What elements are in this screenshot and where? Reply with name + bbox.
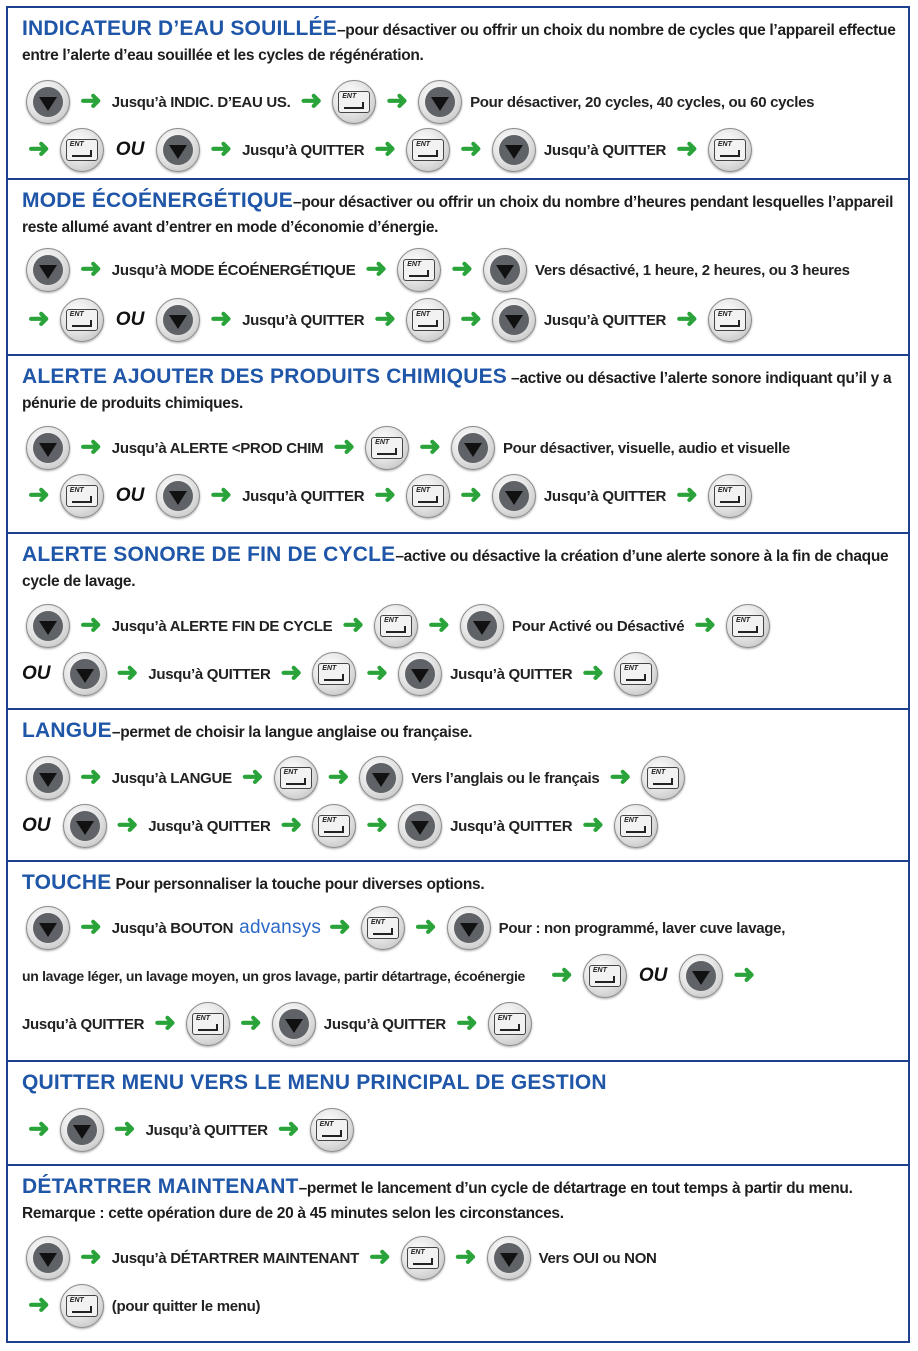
section-header [22, 1174, 900, 1226]
section-description: Pour personnaliser la touche pour diverses options. [111, 876, 485, 893]
right-arrow-icon: ➜ [582, 809, 605, 839]
section-description: –permet de choisir la langue anglaise ou française. [111, 724, 473, 741]
enter-button[interactable] [641, 756, 685, 800]
down-button[interactable] [487, 1236, 531, 1280]
right-arrow-icon: ➜ [342, 609, 365, 639]
quit-label: Jusqu’à QUITTER [543, 487, 667, 505]
enter-button[interactable] [488, 1002, 532, 1046]
down-button[interactable] [447, 906, 491, 950]
right-arrow-icon: ➜ [386, 85, 409, 115]
quit-label: Jusqu’à QUITTER [450, 665, 573, 683]
right-arrow-icon: ➜ [694, 609, 717, 639]
right-arrow-icon: ➜ [28, 1113, 50, 1143]
step-label: Jusqu’à DÉTARTRER MAINTENANT [111, 1249, 359, 1267]
enter-button[interactable] [332, 80, 376, 124]
enter-button[interactable] [186, 1002, 230, 1046]
options-label: Pour désactiver, 20 cycles, 40 cycles, ou 60 cycles [470, 93, 815, 111]
quit-label: Jusqu’à QUITTER [242, 141, 365, 159]
section-dirty-water-indicator [8, 8, 910, 180]
down-button[interactable] [156, 474, 200, 518]
section-title: TOUCHE [22, 871, 112, 894]
down-button[interactable] [156, 128, 200, 172]
enter-button[interactable] [708, 474, 752, 518]
enter-icon: ENT [403, 259, 435, 281]
enter-icon: ENT [318, 815, 350, 837]
right-arrow-icon: ➜ [366, 809, 389, 839]
options-label: Vers OUI ou NON [538, 1249, 657, 1267]
right-arrow-icon: ➜ [80, 761, 102, 791]
down-arrow-icon [70, 659, 100, 689]
right-arrow-icon: ➜ [241, 761, 264, 791]
down-arrow-icon [405, 659, 435, 689]
step-row [22, 1106, 902, 1154]
or-label: OU [115, 485, 145, 506]
down-button[interactable] [483, 248, 527, 292]
enter-button[interactable] [614, 804, 658, 848]
section-description: –active ou désactive la création d’une alerte sonore à la fin de chaque cycle de lavage. [22, 548, 889, 590]
step-row [22, 802, 902, 850]
section-header [22, 188, 900, 240]
down-arrow-icon [33, 87, 63, 117]
enter-icon: ENT [589, 965, 621, 987]
down-arrow-icon [33, 913, 63, 943]
step-row [22, 296, 902, 344]
enter-icon: ENT [280, 767, 312, 789]
enter-button[interactable] [60, 128, 104, 172]
down-button[interactable] [398, 804, 442, 848]
down-arrow-icon [163, 481, 193, 511]
enter-icon: ENT [647, 767, 679, 789]
down-button[interactable] [26, 1236, 70, 1280]
enter-icon: ENT [338, 91, 370, 113]
enter-icon: ENT [371, 437, 403, 459]
down-button[interactable] [492, 128, 536, 172]
down-button[interactable] [272, 1002, 316, 1046]
right-arrow-icon: ➜ [327, 761, 350, 791]
down-button[interactable] [26, 604, 70, 648]
right-arrow-icon: ➜ [210, 133, 233, 163]
right-arrow-icon: ➜ [300, 85, 323, 115]
right-arrow-icon: ➜ [280, 809, 303, 839]
down-arrow-icon [686, 961, 716, 991]
down-arrow-icon [499, 135, 529, 165]
enter-icon: ENT [494, 1013, 526, 1035]
right-arrow-icon: ➜ [368, 1241, 391, 1271]
right-arrow-icon: ➜ [374, 133, 397, 163]
section-language [8, 710, 910, 862]
section-header [22, 718, 900, 745]
section-header [22, 16, 900, 68]
right-arrow-icon: ➜ [210, 479, 233, 509]
enter-button[interactable] [406, 128, 450, 172]
options-label: Pour Activé ou Désactivé [511, 617, 685, 635]
enter-button[interactable] [365, 426, 409, 470]
down-button[interactable] [679, 954, 723, 998]
or-label: OU [22, 815, 51, 836]
section-descale-now [8, 1166, 910, 1343]
quit-label: Jusqu’à QUITTER [543, 311, 667, 329]
enter-button[interactable] [60, 298, 104, 342]
section-end-cycle-alert [8, 534, 910, 710]
section-title: ALERTE AJOUTER DES PRODUITS CHIMIQUES [22, 365, 507, 388]
step-row [22, 1282, 902, 1330]
step-label: Jusqu’à ALERTE <PROD CHIM [111, 439, 324, 457]
enter-icon: ENT [367, 917, 399, 939]
right-arrow-icon: ➜ [116, 657, 139, 687]
quit-label: Jusqu’à QUITTER [145, 1121, 268, 1139]
right-arrow-icon: ➜ [329, 911, 351, 941]
right-arrow-icon: ➜ [366, 657, 389, 687]
step-row [22, 1234, 902, 1282]
right-arrow-icon: ➜ [582, 657, 605, 687]
down-button[interactable] [63, 804, 107, 848]
right-arrow-icon: ➜ [676, 133, 698, 163]
or-label: OU [115, 139, 145, 160]
enter-icon: ENT [412, 309, 444, 331]
down-arrow-icon [33, 255, 63, 285]
right-arrow-icon: ➜ [419, 431, 441, 461]
down-button[interactable] [26, 248, 70, 292]
section-advansys-key [8, 862, 910, 1062]
down-arrow-icon [458, 433, 488, 463]
or-label: OU [22, 663, 51, 684]
down-arrow-icon [33, 611, 63, 641]
quit-label: Jusqu’à QUITTER [148, 665, 271, 683]
enter-icon: ENT [620, 663, 652, 685]
right-arrow-icon: ➜ [28, 303, 50, 333]
enter-button[interactable] [310, 1108, 354, 1152]
down-button[interactable] [359, 756, 403, 800]
section-quit-menu [8, 1062, 910, 1166]
step-row [22, 78, 902, 126]
down-button[interactable] [63, 652, 107, 696]
enter-icon: ENT [714, 309, 746, 331]
down-arrow-icon [366, 763, 396, 793]
down-arrow-icon [499, 481, 529, 511]
right-arrow-icon: ➜ [460, 303, 482, 333]
right-arrow-icon: ➜ [116, 809, 139, 839]
enter-button[interactable] [406, 298, 450, 342]
enter-icon: ENT [316, 1119, 348, 1141]
down-arrow-icon [163, 135, 193, 165]
section-title: QUITTER MENU VERS LE MENU PRINCIPAL DE GESTION [22, 1071, 607, 1094]
enter-button[interactable] [401, 1236, 445, 1280]
quit-label: Jusqu’à QUITTER [543, 141, 667, 159]
enter-button[interactable] [614, 652, 658, 696]
enter-icon: ENT [66, 1295, 98, 1317]
enter-icon: ENT [192, 1013, 224, 1035]
enter-icon: ENT [714, 485, 746, 507]
right-arrow-icon: ➜ [676, 303, 698, 333]
enter-icon: ENT [620, 815, 652, 837]
right-arrow-icon: ➜ [280, 657, 303, 687]
step-row [22, 754, 902, 802]
options-label: Vers désactivé, 1 heure, 2 heures, ou 3 heures [535, 261, 850, 279]
right-arrow-icon: ➜ [210, 303, 233, 333]
down-button[interactable] [398, 652, 442, 696]
quit-label: Jusqu’à QUITTER [450, 817, 573, 835]
down-button[interactable] [60, 1108, 104, 1152]
down-button[interactable] [26, 426, 70, 470]
step-label: Jusqu’à INDIC. D’EAU US. [111, 93, 291, 111]
enter-button[interactable] [708, 298, 752, 342]
enter-icon: ENT [732, 615, 764, 637]
down-arrow-icon [33, 763, 63, 793]
down-button[interactable] [26, 906, 70, 950]
section-header [22, 364, 900, 416]
quit-label: Jusqu’à QUITTER [242, 311, 365, 329]
down-arrow-icon [405, 811, 435, 841]
down-button[interactable] [460, 604, 504, 648]
enter-button[interactable] [397, 248, 441, 292]
advansys-logo: advansys [239, 917, 322, 938]
section-chemical-alert [8, 356, 910, 534]
step-label: Jusqu’à ALERTE FIN DE CYCLE [111, 617, 333, 635]
step-row [22, 424, 902, 472]
section-description: –active ou désactive l’alerte sonore indiquant qu’il y a pénurie de produits chimiques. [22, 370, 892, 412]
down-button[interactable] [418, 80, 462, 124]
enter-icon: ENT [380, 615, 412, 637]
down-button[interactable] [26, 756, 70, 800]
step-row [22, 1000, 902, 1048]
enter-icon: ENT [714, 139, 746, 161]
section-header [22, 870, 900, 897]
exit-note: (pour quitter le menu) [111, 1297, 261, 1315]
options-label: Pour : non programmé, laver cuve lavage, [498, 919, 786, 937]
step-label: Jusqu’à LANGUE [111, 769, 232, 787]
step-row [22, 952, 902, 1000]
enter-icon: ENT [412, 485, 444, 507]
down-arrow-icon [494, 1243, 524, 1273]
step-row [22, 650, 902, 698]
enter-icon: ENT [412, 139, 444, 161]
options-continued-label: un lavage léger, un lavage moyen, un gros lavage, partir détartrage, écoénergie [22, 968, 526, 984]
down-arrow-icon [163, 305, 193, 335]
section-title: LANGUE [22, 719, 112, 742]
right-arrow-icon: ➜ [80, 911, 102, 941]
right-arrow-icon: ➜ [733, 959, 756, 989]
section-header [22, 1070, 900, 1097]
enter-icon: ENT [407, 1247, 439, 1269]
quit-label: Jusqu’à QUITTER [148, 817, 271, 835]
down-button[interactable] [492, 298, 536, 342]
section-eco-mode [8, 180, 910, 356]
right-arrow-icon: ➜ [609, 761, 632, 791]
right-arrow-icon: ➜ [28, 479, 50, 509]
right-arrow-icon: ➜ [80, 431, 102, 461]
down-button[interactable] [26, 80, 70, 124]
options-label: Vers l’anglais ou le français [411, 769, 600, 787]
enter-icon: ENT [66, 485, 98, 507]
down-arrow-icon [33, 433, 63, 463]
enter-icon: ENT [318, 663, 350, 685]
enter-button[interactable] [60, 1284, 104, 1328]
enter-button[interactable] [274, 756, 318, 800]
right-arrow-icon: ➜ [454, 1241, 477, 1271]
right-arrow-icon: ➜ [154, 1007, 176, 1037]
right-arrow-icon: ➜ [277, 1113, 300, 1143]
or-label: OU [638, 965, 668, 986]
right-arrow-icon: ➜ [80, 253, 102, 283]
right-arrow-icon: ➜ [28, 133, 50, 163]
right-arrow-icon: ➜ [460, 479, 482, 509]
enter-icon: ENT [66, 139, 98, 161]
down-arrow-icon [467, 611, 497, 641]
right-arrow-icon: ➜ [414, 911, 437, 941]
enter-button[interactable] [583, 954, 627, 998]
right-arrow-icon: ➜ [365, 253, 388, 283]
quit-label: Jusqu’à QUITTER [323, 1015, 446, 1033]
section-title: DÉTARTRER MAINTENANT [22, 1175, 299, 1198]
right-arrow-icon: ➜ [28, 1289, 50, 1319]
enter-button[interactable] [374, 604, 418, 648]
enter-button[interactable] [361, 906, 405, 950]
step-row [22, 904, 902, 952]
right-arrow-icon: ➜ [551, 959, 573, 989]
down-arrow-icon [454, 913, 484, 943]
right-arrow-icon: ➜ [460, 133, 482, 163]
enter-button[interactable] [312, 804, 356, 848]
section-description: –pour désactiver ou offrir un choix du nombre de cycles que l’appareil effectue entre l’alerte d’eau souillée et les cycles de régénération. [22, 22, 896, 64]
section-description: –pour désactiver ou offrir un choix du nombre d’heures pendant lesquelles l’appareil reste allumé avant d’entrer en mode d’économie d’énergie. [22, 194, 894, 236]
section-title: ALERTE SONORE DE FIN DE CYCLE [22, 543, 396, 566]
down-button[interactable] [492, 474, 536, 518]
step-row [22, 602, 902, 650]
enter-button[interactable] [726, 604, 770, 648]
right-arrow-icon: ➜ [451, 253, 473, 283]
down-arrow-icon [33, 1243, 63, 1273]
right-arrow-icon: ➜ [80, 85, 102, 115]
enter-button[interactable] [708, 128, 752, 172]
down-button[interactable] [451, 426, 495, 470]
down-arrow-icon [499, 305, 529, 335]
enter-button[interactable] [60, 474, 104, 518]
step-label: Jusqu’à BOUTON [111, 919, 234, 937]
down-arrow-icon [279, 1009, 309, 1039]
or-label: OU [115, 309, 145, 330]
down-arrow-icon [67, 1115, 97, 1145]
down-arrow-icon [490, 255, 520, 285]
section-header [22, 542, 900, 594]
quit-label: Jusqu’à QUITTER [242, 487, 365, 505]
down-arrow-icon [425, 87, 455, 117]
section-title: MODE ÉCOÉNERGÉTIQUE [22, 189, 293, 212]
right-arrow-icon: ➜ [239, 1007, 262, 1037]
right-arrow-icon: ➜ [428, 609, 450, 639]
options-label: Pour désactiver, visuelle, audio et visuelle [502, 439, 790, 457]
enter-button[interactable] [406, 474, 450, 518]
section-description: –permet le lancement d’un cycle de détartrage en tout temps à partir du menu. Remarque : cette opération dure de 20 à 45 minutes selon les circonstances. [22, 1180, 853, 1222]
right-arrow-icon: ➜ [455, 1007, 478, 1037]
quit-label: Jusqu’à QUITTER [22, 1015, 145, 1033]
down-button[interactable] [156, 298, 200, 342]
right-arrow-icon: ➜ [113, 1113, 136, 1143]
step-label: Jusqu’à MODE ÉCOÉNERGÉTIQUE [111, 261, 356, 279]
step-row [22, 246, 902, 294]
right-arrow-icon: ➜ [333, 431, 356, 461]
enter-icon: ENT [66, 309, 98, 331]
enter-button[interactable] [312, 652, 356, 696]
step-row [22, 126, 902, 174]
right-arrow-icon: ➜ [676, 479, 698, 509]
down-arrow-icon [70, 811, 100, 841]
right-arrow-icon: ➜ [374, 479, 397, 509]
section-title: INDICATEUR D’EAU SOUILLÉE [22, 17, 337, 40]
right-arrow-icon: ➜ [374, 303, 397, 333]
step-row [22, 472, 902, 520]
right-arrow-icon: ➜ [80, 609, 102, 639]
right-arrow-icon: ➜ [80, 1241, 102, 1271]
